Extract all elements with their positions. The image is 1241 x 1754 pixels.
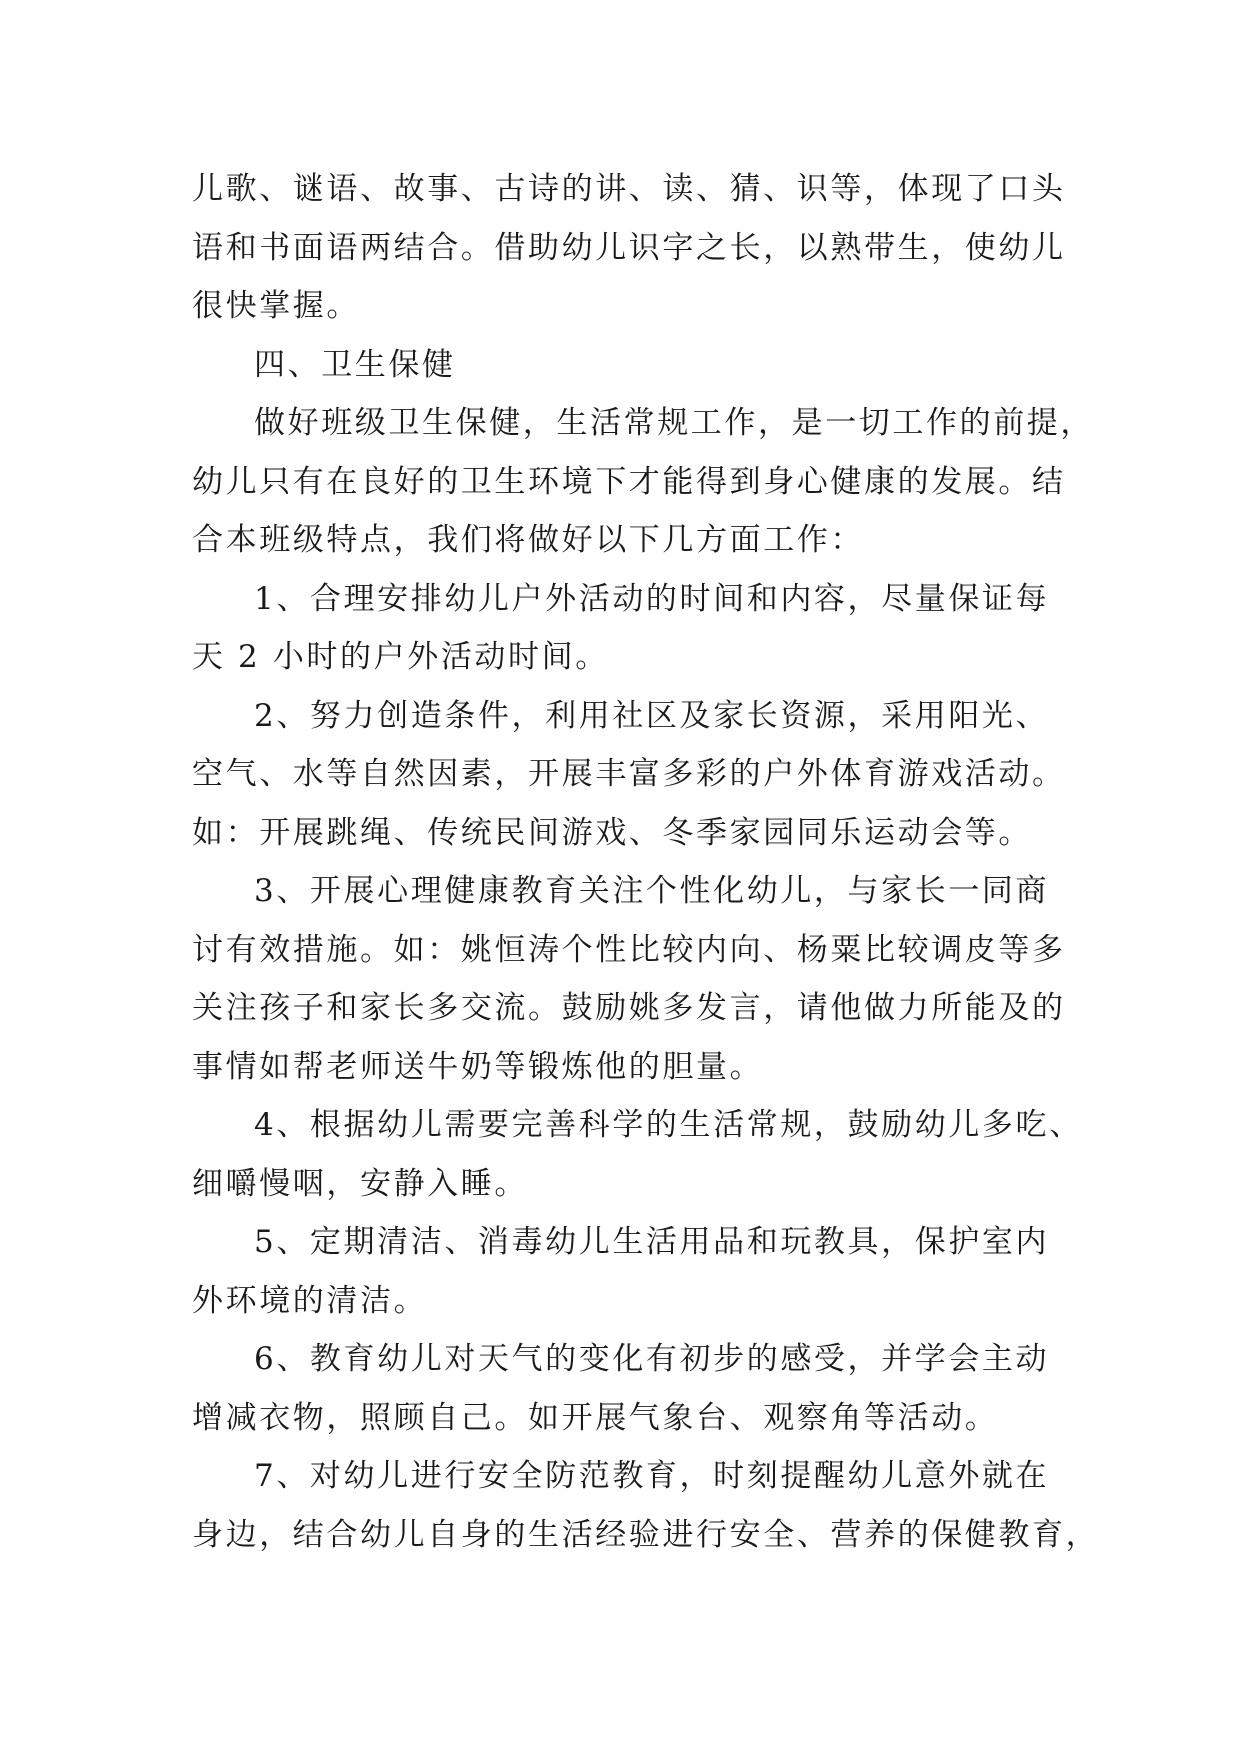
section-heading: 四、卫生保健 — [254, 346, 456, 383]
list-item-line: 6、教育幼儿对天气的变化有初步的感受，并学会主动 — [254, 1341, 1050, 1377]
text-line: 关注孩子和家长多交流。鼓励姚多发言，请他做力所能及的 — [192, 990, 1066, 1026]
text-line: 细嚼慢咽，安静入睡。 — [192, 1165, 528, 1202]
text-line: 语和书面语两结合。借助幼儿识字之长，以熟带生，使幼儿 — [192, 229, 1066, 266]
text-line: 身边，结合幼儿自身的生活经验进行安全、营养的保健教育， — [192, 1516, 1100, 1553]
text-line: 讨有效措施。如：姚恒涛个性比较内向、杨粟比较调皮等多 — [192, 931, 1066, 968]
list-item-line: 1、合理安排幼儿户外活动的时间和内容，尽量保证每 — [254, 580, 1050, 617]
text-line: 空气、水等自然因素，开展丰富多彩的户外体育游戏活动。 — [192, 756, 1066, 792]
text-line: 天 2 小时的户外活动时间。 — [192, 639, 609, 675]
text-line: 事情如帮老师送牛奶等锻炼他的胆量。 — [192, 1048, 764, 1085]
list-item-line: 3、开展心理健康教育关注个性化幼儿，与家长一同商 — [254, 873, 1050, 909]
text-line: 儿歌、谜语、故事、古诗的讲、读、猜、识等，体现了口头 — [192, 171, 1066, 207]
text-line: 增减衣物，照顾自己。如开展气象台、观察角等活动。 — [192, 1399, 999, 1436]
text-line: 外环境的清洁。 — [192, 1282, 428, 1319]
text-line: 幼儿只有在良好的卫生环境下才能得到身心健康的发展。结 — [192, 463, 1066, 500]
list-item-line: 5、定期清洁、消毒幼儿生活用品和玩教具，保护室内 — [254, 1224, 1050, 1260]
text-line: 如：开展跳绳、传统民间游戏、冬季家园同乐运动会等。 — [192, 814, 1032, 851]
text-line: 很快掌握。 — [192, 288, 360, 324]
document-body — [192, 160, 1100, 1564]
text-line: 合本班级特点，我们将做好以下几方面工作： — [192, 522, 864, 558]
list-item-line: 4、根据幼儿需要完善科学的生活常规，鼓励幼儿多吃、 — [254, 1107, 1083, 1143]
text-line: 做好班级卫生保健，生活常规工作，是一切工作的前提， — [254, 405, 1094, 441]
list-item-line: 7、对幼儿进行安全防范教育，时刻提醒幼儿意外就在 — [254, 1458, 1050, 1494]
list-item-line: 2、努力创造条件，利用社区及家长资源，采用阳光、 — [254, 697, 1050, 734]
